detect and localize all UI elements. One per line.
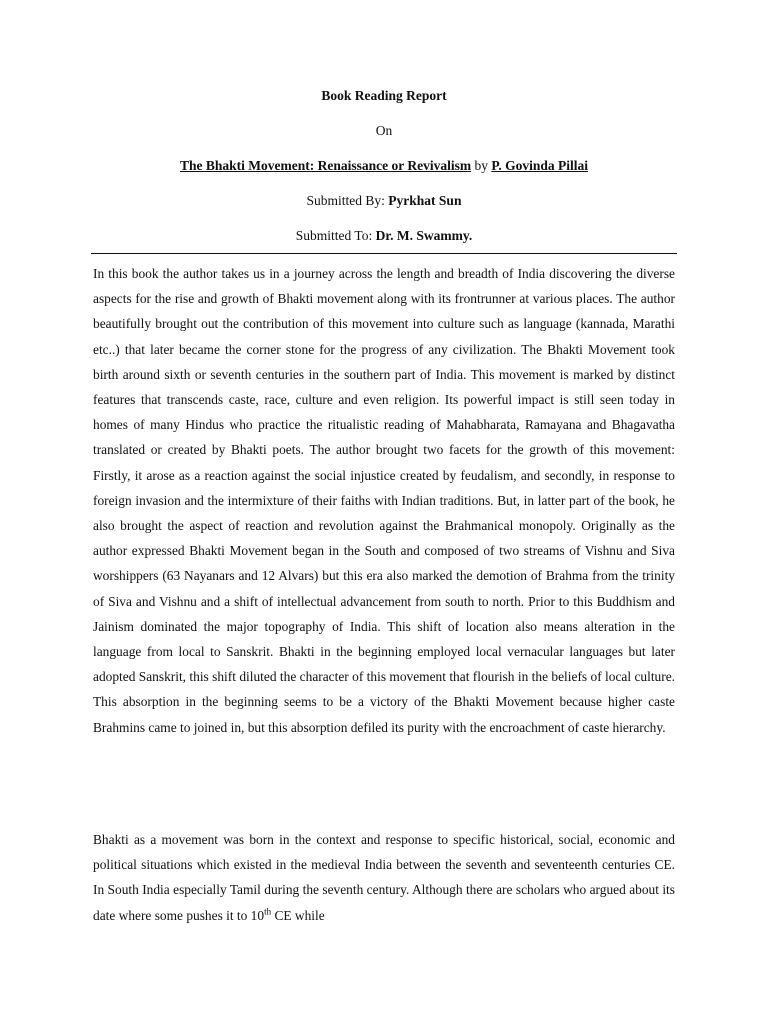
paragraph-2-tail: CE while	[271, 907, 325, 923]
submitted-to-name: Dr. M. Swammy.	[375, 228, 473, 243]
submitted-to-line	[0, 227, 768, 245]
submitted-to-label: Submitted To:	[295, 228, 376, 243]
ordinal-superscript: th	[264, 906, 272, 917]
header-divider	[91, 253, 677, 254]
submitted-by-name: Pyrkhat Sun	[388, 193, 462, 208]
book-title: The Bhakti Movement: Renaissance or Revivalism	[179, 158, 472, 173]
book-author: P. Govinda Pillai	[491, 158, 588, 173]
body-paragraph-1: In this book the author takes us in a journey across the length and breadth of India discovering the diverse aspects for the rise and growth of Bhakti movement along with its frontrunner at various places. The author beautifully brought out the contribution of this movement into culture such as language (kannada, Marathi etc..) that later became the corner stone for the progress of any civilization. The Bhakti Movement took birth around sixth or seventh centuries in the southern part of India. This movement is marked by distinct features that transcends caste, race, culture and even religion. Its powerful impact is still seen today in homes of many Hindus who practice the ritualistic reading of Mahabharata, Ramayana and Bhagavatha translated or created by Bhakti poets. The author brought two facets for the growth of this movement: Firstly, it arose as a reaction against the social injustice created by feudalism, and secondly, in response to foreign invasion and the intermixture of their faiths with Indian traditions. But, in latter part of the book, he also brought the aspect of reaction and revolution against the Brahmanical monopoly. Originally as the author expressed Bhakti Movement began in the South and composed of two streams of Vishnu and Siva worshippers (63 Nayanars and 12 Alvars) but this era also marked the demotion of Brahma from the trinity of Siva and Vishnu and a shift of intellectual advancement from south to north. Prior to this Buddhism and Jainism dominated the major topography of India. This shift of location also means alteration in the language from local to Sanskrit. Bhakti in the beginning employed local vernacular languages but later adopted Sanskrit, this shift diluted the character of this movement that flourish in the beliefs of local culture. This absorption in the beginning seems to be a victory of the Bhakti Movement because higher caste Brahmins came to joined in, but this absorption defiled its purity with the encroachment of caste hierarchy.	[93, 266, 675, 735]
by-word: by	[471, 158, 492, 173]
body-paragraph-2	[93, 827, 675, 928]
report-on: On	[375, 123, 393, 138]
book-line	[0, 157, 768, 175]
submitted-by-label: Submitted By:	[306, 193, 389, 208]
paragraph-2-text: Bhakti as a movement was born in the context and response to specific historical, social, economic and political situations which existed in the medieval India between the seventh and seventeenth centuries CE. In South India especially Tamil during the seventh century. Although there are scholars who argued about its date where some pushes it to 10	[93, 832, 675, 923]
submitted-by-line	[0, 192, 768, 210]
report-title: Book Reading Report	[321, 88, 447, 103]
